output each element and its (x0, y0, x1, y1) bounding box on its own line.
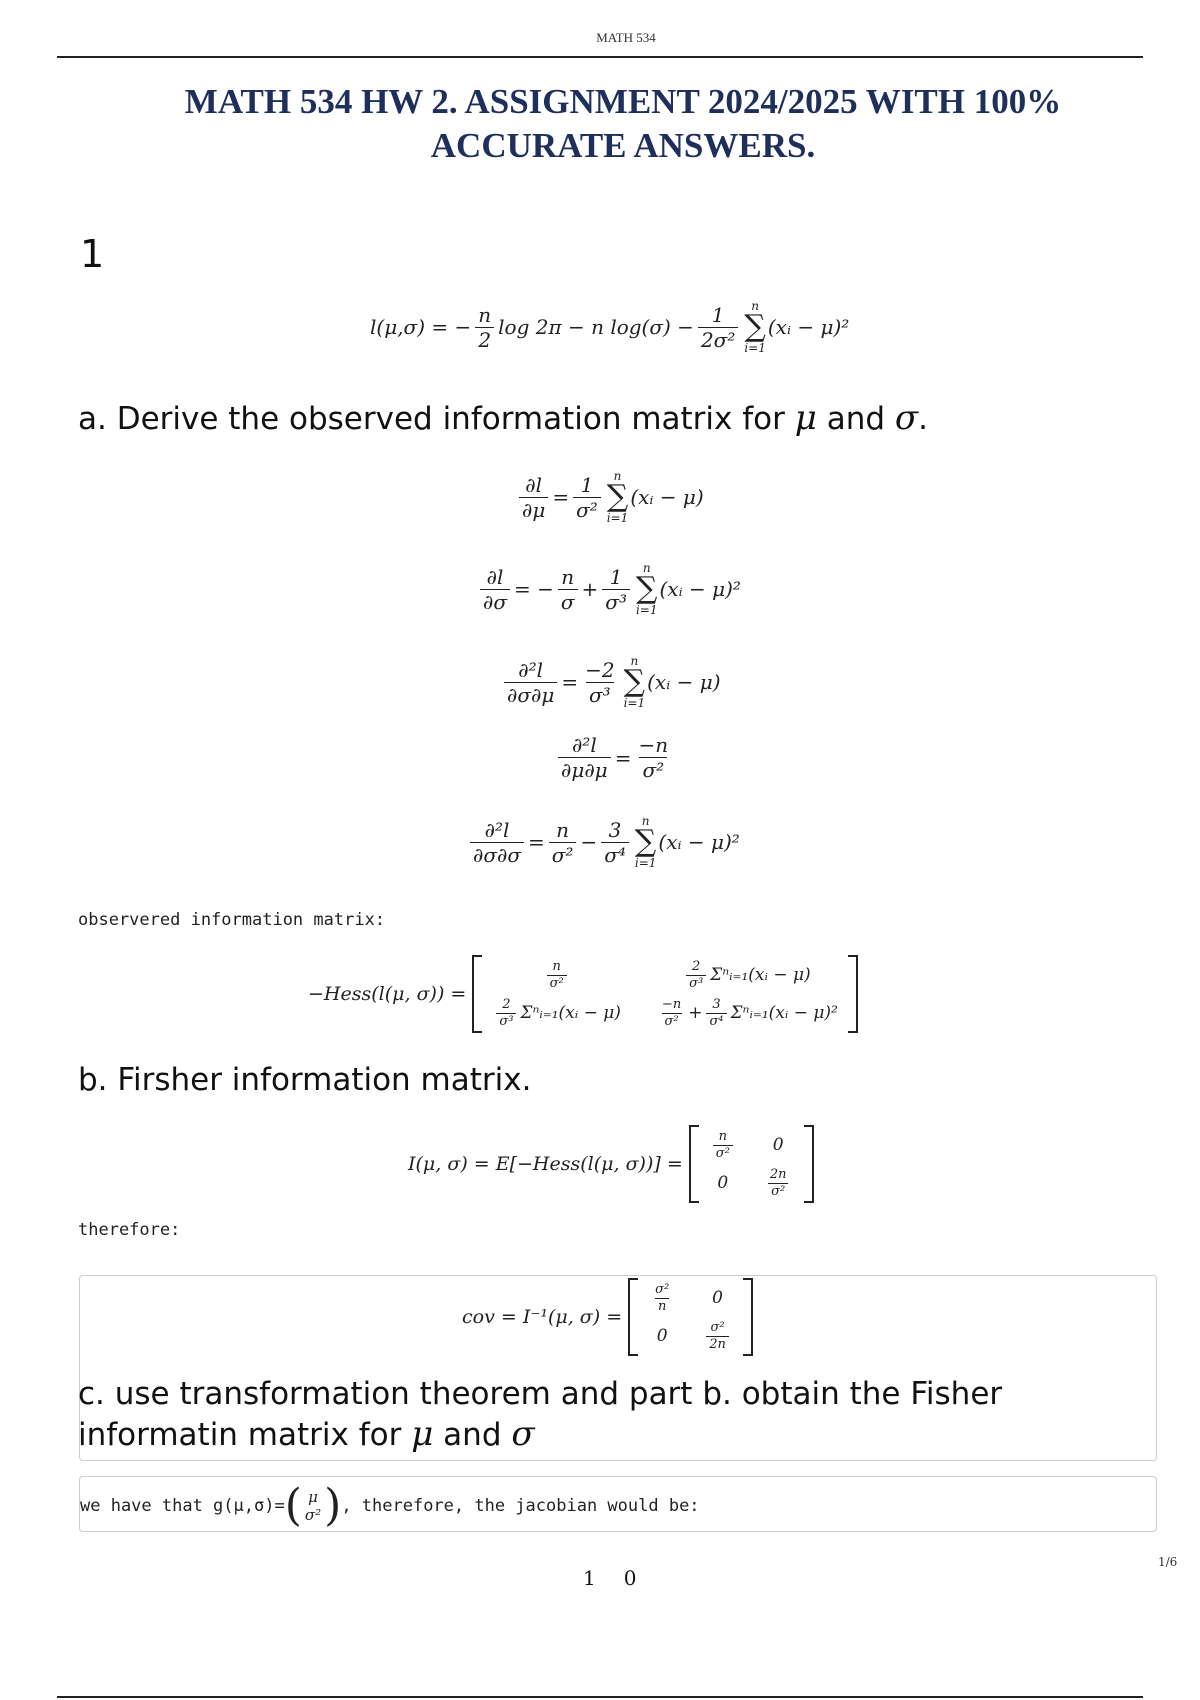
loglik-lhs: l(μ,σ) = − (370, 315, 472, 339)
sum-symbol: n ∑ i=1 (635, 561, 658, 617)
sum-symbol: n ∑ i=1 (744, 299, 766, 355)
page-number: 1/6 (1158, 1555, 1178, 1569)
derivative-dl-dmu (515, 470, 704, 524)
right-bracket (848, 955, 858, 1033)
right-bracket (743, 1278, 753, 1356)
header-rule (57, 56, 1143, 58)
coef-frac (549, 818, 577, 867)
frac-den: σ³ (602, 589, 630, 614)
loglik-frac-n-over-2 (475, 303, 494, 352)
sum-inline: Σⁿᵢ₌₁ (520, 1003, 559, 1024)
loglik-sum-body: (xᵢ − μ)² (767, 315, 850, 339)
h22 (655, 997, 838, 1029)
frac-num: 1 (711, 302, 725, 327)
sum-body: (xᵢ − μ) (647, 670, 721, 694)
sum-inline: Σⁿᵢ₌₁ (730, 1003, 769, 1024)
h21-body: (xᵢ − μ) (558, 1003, 621, 1024)
part-a-heading-text: a. Derive the observed information matrix for (78, 401, 785, 437)
deriv-frac (519, 473, 548, 522)
coef-frac (582, 658, 617, 707)
frac-num: σ² (655, 1282, 670, 1297)
mu-symbol: μ (794, 398, 817, 438)
h12 (682, 959, 811, 991)
frac-den: σ³ (586, 682, 614, 707)
frac-num: n (561, 564, 575, 589)
and-word: and (826, 401, 886, 437)
sum-upper: n (630, 654, 639, 668)
cov-21: 0 (656, 1326, 668, 1347)
frac-den: 2σ² (698, 327, 738, 352)
frac-num: −2 (585, 657, 615, 682)
and-word: and (443, 1417, 502, 1453)
frac-num: 3 (608, 817, 622, 842)
frac-den: 2n (706, 1336, 729, 1353)
equals-sign: = (552, 485, 570, 509)
frac-num: ∂²l (484, 817, 510, 842)
frac-num: 1 (609, 564, 623, 589)
loglik-middle: log 2π − n log(σ) − (498, 315, 694, 339)
frac-den: ∂μ∂μ (558, 757, 611, 782)
frac-num: 1 (580, 472, 594, 497)
sum-body: (xᵢ − μ)² (658, 830, 740, 854)
jacobian-row (583, 1566, 636, 1590)
h12-body: (xᵢ − μ) (748, 965, 811, 986)
sum-inline: Σⁿᵢ₌₁ (710, 965, 749, 986)
deriv-frac (480, 565, 510, 614)
sum-upper: n (641, 814, 650, 828)
frac-num: n (552, 959, 561, 974)
right-bracket (804, 1125, 814, 1203)
sigma-symbol: σ (511, 1414, 535, 1454)
mu-symbol: μ (411, 1414, 434, 1454)
left-bracket (472, 955, 482, 1033)
hessian-matrix (472, 955, 858, 1033)
sum-symbol: n ∑ i=1 (606, 469, 629, 525)
hessian-equation (308, 955, 858, 1033)
coef-frac (635, 733, 671, 782)
deriv-frac (504, 658, 557, 707)
sum-lower: i=1 (744, 341, 766, 355)
coef-frac (558, 565, 578, 614)
derivative-d2l-dsigma-dsigma (466, 815, 740, 869)
frac-den: σ³ (496, 1013, 516, 1030)
h11 (547, 959, 567, 991)
frac-num: 3 (712, 997, 721, 1013)
fisher-21: 0 (717, 1173, 729, 1194)
fisher-12: 0 (772, 1135, 784, 1156)
cov-22 (706, 1320, 729, 1352)
cov-equation (462, 1278, 753, 1356)
note-prefix: we have that g(μ,σ)= (80, 1496, 285, 1516)
frac-den: σ² (713, 1145, 733, 1162)
minus-sign: − (580, 830, 598, 854)
sum-lower: i=1 (606, 511, 629, 525)
frac-den: σ⁴ (601, 842, 629, 867)
jacobian-cell: 1 (583, 1566, 596, 1590)
part-c-heading (78, 1374, 1002, 1455)
left-bracket (628, 1278, 638, 1356)
g-vector: ( μ σ² ) (284, 1480, 342, 1531)
sum-body: (xᵢ − μ)² (659, 577, 741, 601)
part-c-heading-line2 (78, 1414, 1002, 1455)
plus-sign: + (688, 1003, 703, 1024)
sum-body: (xᵢ − μ) (630, 485, 704, 509)
cov-matrix (628, 1278, 753, 1356)
coef-frac (573, 473, 601, 522)
part-c-heading-text: informatin matrix for (78, 1417, 402, 1453)
frac-num: −n (661, 997, 682, 1013)
part-b-heading: b. Firsher information matrix. (78, 1062, 532, 1098)
sum-upper: n (613, 469, 622, 483)
frac-den: ∂σ∂σ (470, 842, 524, 867)
plus-sign: + (581, 577, 599, 601)
transformation-note (80, 1480, 700, 1531)
frac-num: ∂²l (518, 657, 544, 682)
fisher-11 (713, 1129, 733, 1161)
part-c-heading-line1: c. use transformation theorem and part b. obtain the Fisher (78, 1376, 1003, 1412)
therefore-label: therefore: (78, 1220, 181, 1240)
sigma-symbol: σ (894, 398, 919, 438)
cov-12: 0 (712, 1288, 723, 1309)
running-header: MATH 534 (596, 30, 656, 45)
frac-den: n (655, 1298, 669, 1315)
frac-den: σ³ (686, 975, 706, 992)
vector-top: μ (308, 1488, 318, 1506)
log-likelihood-equation (370, 300, 849, 354)
frac-num: 2 (691, 959, 701, 974)
fisher-matrix (689, 1125, 814, 1203)
frac-num: 2n (769, 1167, 787, 1183)
coef-frac (601, 818, 629, 867)
derivative-d2l-dsigma-dmu (500, 655, 721, 709)
frac-den: ∂σ∂μ (504, 682, 557, 707)
h21 (492, 997, 621, 1029)
sum-upper: n (642, 561, 651, 575)
hessian-lhs: −Hess(l(μ, σ)) = (308, 983, 467, 1006)
frac-den: σ² (549, 842, 577, 867)
sum-lower: i=1 (623, 696, 646, 710)
left-bracket (689, 1125, 699, 1203)
frac-den: σ² (639, 757, 667, 782)
loglik-frac-1-over-2sigma2 (698, 303, 738, 352)
frac-num: n (718, 1129, 727, 1144)
cov-11 (652, 1282, 672, 1314)
frac-num: −n (638, 733, 669, 757)
frac-den: 2 (475, 327, 494, 352)
frac-num: n (478, 302, 492, 327)
equals-sign: = − (514, 577, 554, 601)
frac-num: σ² (710, 1320, 725, 1336)
period: . (918, 401, 928, 437)
part-a-heading (78, 398, 928, 438)
document-title: MATH 534 HW 2. ASSIGNMENT 2024/2025 WITH 100% ACCURATE ANSWERS. (184, 82, 1062, 165)
fisher-equation (408, 1125, 814, 1203)
sum-upper: n (751, 299, 759, 313)
sum-symbol: n ∑ i=1 (623, 654, 646, 710)
equals-sign: = (528, 830, 545, 854)
equals-sign: = (614, 745, 632, 770)
derivative-dl-dsigma (476, 562, 741, 616)
frac-num: ∂²l (571, 733, 597, 757)
deriv-frac (470, 818, 524, 867)
note-suffix: , therefore, the jacobian would be: (341, 1496, 700, 1516)
fisher-lhs: I(μ, σ) = E[−Hess(l(μ, σ))] = (408, 1153, 683, 1176)
frac-num: n (556, 817, 570, 842)
question-number: 1 (80, 232, 105, 276)
h22-body: (xᵢ − μ)² (768, 1003, 838, 1024)
derivative-d2l-dmu-dmu (554, 733, 675, 782)
frac-num: ∂l (486, 564, 504, 589)
deriv-frac (558, 733, 611, 782)
observed-matrix-label: observered information matrix: (78, 910, 386, 930)
footer-rule (57, 1696, 1143, 1698)
frac-den: σ² (768, 1183, 788, 1200)
frac-den: σ² (573, 497, 601, 522)
frac-den: σ² (662, 1013, 682, 1030)
vector-bottom: σ² (304, 1506, 322, 1524)
frac-den: σ⁴ (706, 1013, 726, 1030)
frac-num: 2 (502, 997, 511, 1013)
sum-symbol: n ∑ i=1 (634, 814, 657, 870)
fisher-22 (767, 1167, 790, 1199)
frac-num: ∂l (525, 472, 543, 497)
coef-frac (602, 565, 630, 614)
frac-den: ∂μ (519, 497, 548, 522)
frac-den: σ² (547, 975, 567, 992)
frac-den: ∂σ (480, 589, 510, 614)
equals-sign: = (561, 670, 579, 694)
sum-lower: i=1 (635, 603, 658, 617)
sum-lower: i=1 (634, 856, 657, 870)
frac-den: σ (558, 589, 578, 614)
cov-lhs: cov = I⁻¹(μ, σ) = (462, 1306, 623, 1329)
jacobian-cell: 0 (623, 1566, 637, 1590)
